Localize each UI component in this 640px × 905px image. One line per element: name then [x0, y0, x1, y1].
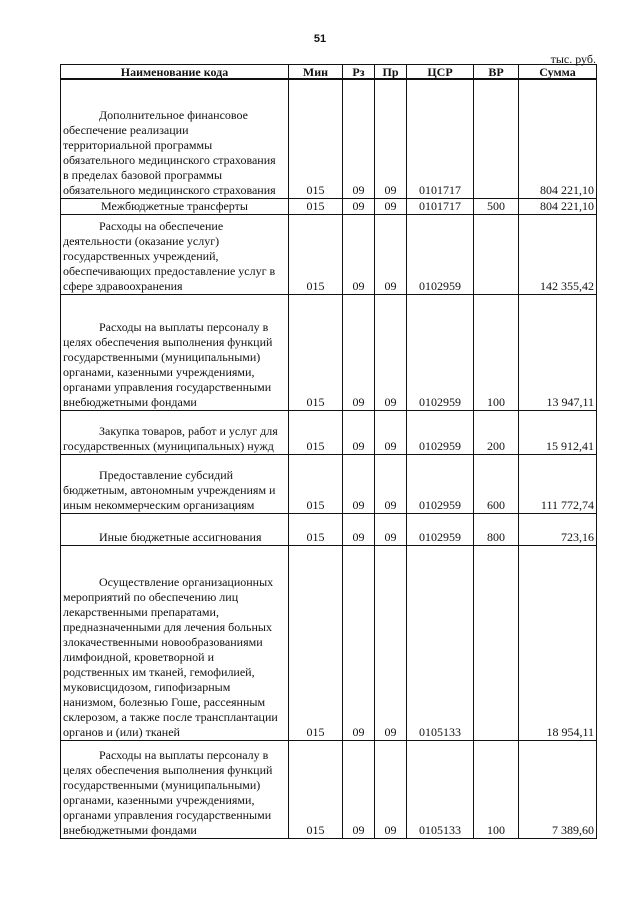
- name-line: родственных им тканей, гемофилией,: [63, 664, 255, 679]
- table-row: [61, 545, 597, 740]
- name-line: обеспечивающих предоставление услуг в: [63, 263, 276, 278]
- cell-vr: [474, 79, 519, 198]
- cell-vr: 600: [474, 454, 519, 513]
- cell-name: [61, 79, 289, 198]
- name-line: обязательного медицинского страхования: [63, 152, 276, 167]
- name-line: склерозом, а также после трансплантации: [63, 709, 278, 724]
- cell-sum: 111 772,74: [519, 454, 597, 513]
- name-line: Межбюджетные трансферты: [101, 198, 248, 213]
- cell-sum: 18 954,11: [519, 545, 597, 740]
- cell-vr: 100: [474, 740, 519, 838]
- cell-pr: 09: [375, 545, 407, 740]
- name-line: сфере здравоохранения: [63, 278, 183, 293]
- name-line: Осуществление организационных: [99, 574, 274, 589]
- cell-min: 015: [289, 740, 343, 838]
- cell-name: [61, 454, 289, 513]
- cell-pr: 09: [375, 198, 407, 214]
- header-csr: ЦСР: [407, 65, 474, 80]
- name-line: Дополнительное финансовое: [99, 107, 248, 122]
- cell-csr: 0102959: [407, 454, 474, 513]
- cell-rz: 09: [343, 740, 375, 838]
- header-min: Мин: [289, 65, 343, 80]
- cell-min: 015: [289, 294, 343, 410]
- cell-csr: 0101717: [407, 79, 474, 198]
- name-line: Закупка товаров, работ и услуг для: [99, 423, 278, 438]
- name-line: государственными (муниципальными): [63, 349, 261, 364]
- cell-csr: 0102959: [407, 410, 474, 454]
- header-name: Наименование кода: [61, 65, 289, 80]
- cell-name: [61, 214, 289, 294]
- cell-min: 015: [289, 454, 343, 513]
- header-pr: Пр: [375, 65, 407, 80]
- cell-rz: 09: [343, 294, 375, 410]
- cell-name: [61, 545, 289, 740]
- cell-pr: 09: [375, 214, 407, 294]
- name-line: территориальной программы: [63, 137, 213, 152]
- cell-pr: 09: [375, 740, 407, 838]
- table-row: [61, 513, 597, 545]
- cell-rz: 09: [343, 198, 375, 214]
- cell-csr: 0105133: [407, 545, 474, 740]
- cell-sum: 13 947,11: [519, 294, 597, 410]
- header-vr: ВР: [474, 65, 519, 80]
- name-line: органами, казенными учреждениями,: [63, 792, 255, 807]
- cell-min: 015: [289, 198, 343, 214]
- cell-min: 015: [289, 410, 343, 454]
- name-line: органами, казенными учреждениями,: [63, 364, 255, 379]
- header-sum: Сумма: [519, 65, 597, 80]
- name-line: органами управления государственными: [63, 807, 272, 822]
- name-line: целях обеспечения выполнения функций: [63, 334, 273, 349]
- cell-sum: 804 221,10: [519, 198, 597, 214]
- name-line: государственных учреждений,: [63, 248, 219, 263]
- cell-min: 015: [289, 513, 343, 545]
- name-line: бюджетным, автономным учреждениям и: [63, 482, 276, 497]
- cell-pr: 09: [375, 513, 407, 545]
- cell-sum: 723,16: [519, 513, 597, 545]
- cell-csr: 0102959: [407, 513, 474, 545]
- cell-name: [61, 513, 289, 545]
- cell-pr: 09: [375, 294, 407, 410]
- table-row: [61, 740, 597, 838]
- table-row: [61, 294, 597, 410]
- name-line: органов и (или) тканей: [63, 724, 180, 739]
- name-line: лекарственными препаратами,: [63, 604, 219, 619]
- cell-vr: 100: [474, 294, 519, 410]
- cell-csr: 0105133: [407, 740, 474, 838]
- name-line: Иные бюджетные ассигнования: [99, 529, 262, 544]
- name-line: иным некоммерческим организациям: [63, 497, 255, 512]
- page-number: 51: [313, 33, 327, 45]
- cell-rz: 09: [343, 214, 375, 294]
- cell-sum: 804 221,10: [519, 79, 597, 198]
- table-row: [61, 214, 597, 294]
- name-line: внебюджетными фондами: [63, 394, 197, 409]
- name-line: обеспечение реализации: [63, 122, 189, 137]
- table-row: [61, 410, 597, 454]
- table-row: [61, 79, 597, 198]
- name-line: мероприятий по обеспечению лиц: [63, 589, 239, 604]
- cell-vr: 500: [474, 198, 519, 214]
- cell-sum: 142 355,42: [519, 214, 597, 294]
- cell-pr: 09: [375, 454, 407, 513]
- cell-name: [61, 410, 289, 454]
- cell-name: [61, 740, 289, 838]
- cell-pr: 09: [375, 410, 407, 454]
- units-label: тыс. руб.: [550, 52, 596, 66]
- header-rz: Рз: [343, 65, 375, 80]
- name-line: в пределах базовой программы: [63, 167, 223, 182]
- cell-sum: 15 912,41: [519, 410, 597, 454]
- cell-min: 015: [289, 214, 343, 294]
- table-header-row: [61, 65, 597, 80]
- cell-min: 015: [289, 545, 343, 740]
- name-line: предназначенными для лечения больных: [63, 619, 272, 634]
- name-line: Расходы на выплаты персоналу в: [99, 319, 269, 334]
- cell-vr: [474, 214, 519, 294]
- name-line: Предоставление субсидий: [99, 467, 234, 482]
- name-line: деятельности (оказание услуг): [63, 233, 220, 248]
- cell-name: [61, 294, 289, 410]
- table-row: [61, 454, 597, 513]
- cell-pr: 09: [375, 79, 407, 198]
- table-row: [61, 198, 597, 214]
- budget-table: [60, 64, 597, 839]
- name-line: органами управления государственными: [63, 379, 272, 394]
- cell-vr: [474, 545, 519, 740]
- name-line: государственных (муниципальных) нужд: [63, 438, 274, 453]
- cell-vr: 800: [474, 513, 519, 545]
- cell-rz: 09: [343, 545, 375, 740]
- cell-csr: 0101717: [407, 198, 474, 214]
- name-line: муковисцидозом, гипофизарным: [63, 679, 231, 694]
- name-line: злокачественными новообразованиями: [63, 634, 263, 649]
- name-line: целях обеспечения выполнения функций: [63, 762, 273, 777]
- cell-sum: 7 389,60: [519, 740, 597, 838]
- cell-min: 015: [289, 79, 343, 198]
- cell-rz: 09: [343, 410, 375, 454]
- cell-rz: 09: [343, 513, 375, 545]
- cell-csr: 0102959: [407, 214, 474, 294]
- name-line: обязательного медицинского страхования: [63, 182, 276, 197]
- name-line: Расходы на обеспечение: [99, 218, 224, 233]
- cell-rz: 09: [343, 454, 375, 513]
- name-line: лимфоидной, кроветворной и: [63, 649, 214, 664]
- name-line: внебюджетными фондами: [63, 822, 197, 837]
- name-line: нанизмом, болезнью Гоше, рассеянным: [63, 694, 266, 709]
- cell-csr: 0102959: [407, 294, 474, 410]
- cell-rz: 09: [343, 79, 375, 198]
- name-line: Расходы на выплаты персоналу в: [99, 747, 269, 762]
- cell-vr: 200: [474, 410, 519, 454]
- name-line: государственными (муниципальными): [63, 777, 261, 792]
- cell-name: [61, 198, 289, 214]
